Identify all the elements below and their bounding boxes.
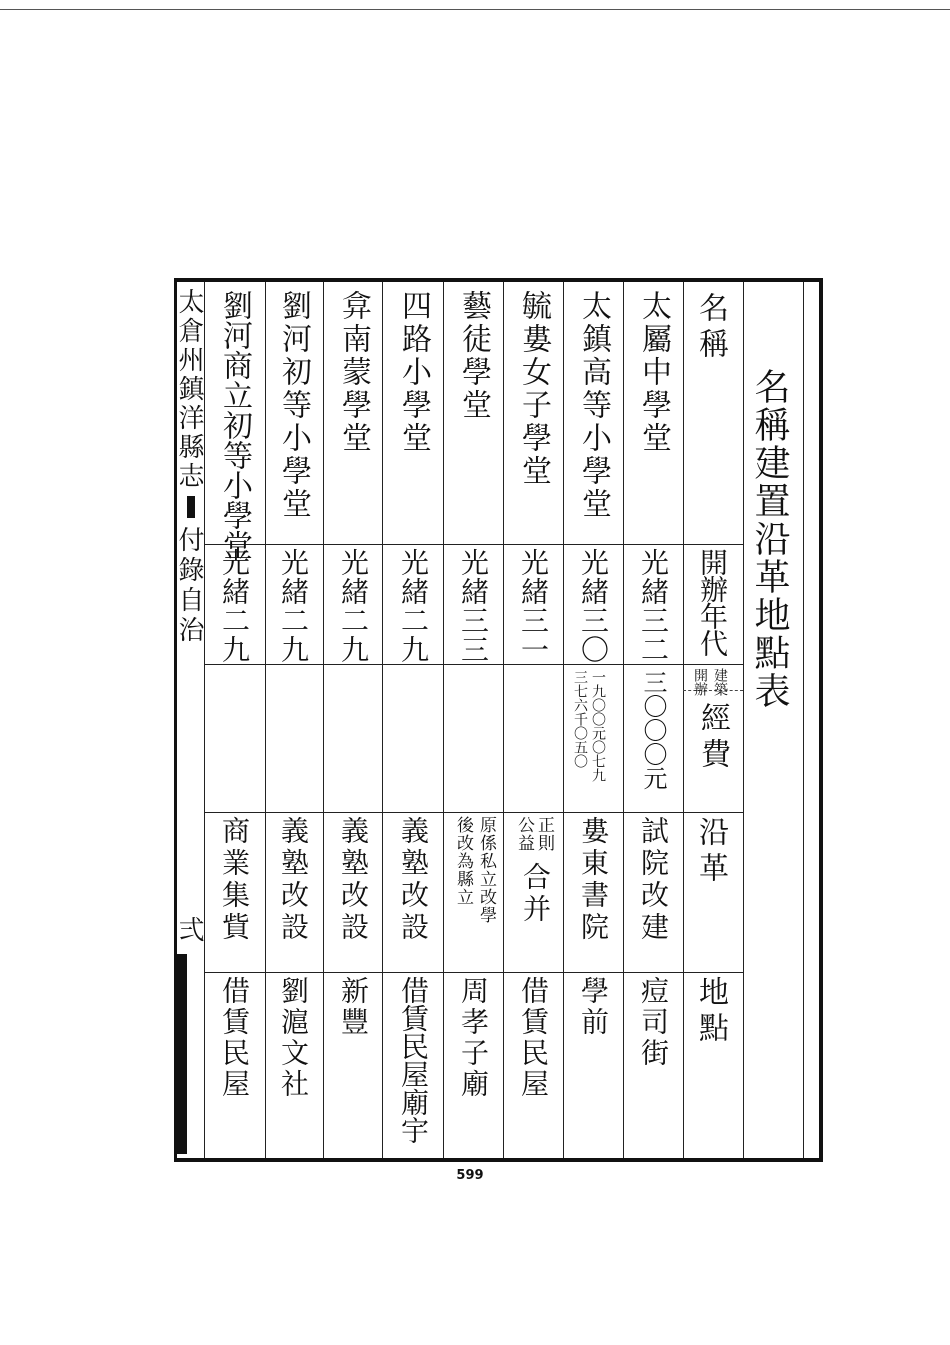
- header-fund: 經費: [695, 702, 730, 774]
- row-name: 太屬中學堂: [636, 290, 671, 455]
- row-evolution: 義塾改設: [397, 816, 430, 944]
- row-year: 光緒三一: [517, 548, 550, 664]
- column-divider: [443, 282, 444, 1158]
- row-year: 光緒三三: [457, 548, 490, 664]
- row-evolution: 合并: [519, 862, 552, 926]
- margin-section: 付錄自治: [174, 526, 204, 646]
- row-divider: [204, 812, 743, 813]
- column-divider: [265, 282, 266, 1158]
- column-divider: [623, 282, 624, 1158]
- column-divider: [683, 282, 684, 1158]
- margin-mark: 弍: [174, 916, 204, 946]
- column-divider: [204, 282, 205, 1158]
- row-location: 借賃民屋: [218, 976, 251, 1100]
- row-evolution: 義塾改設: [277, 816, 310, 944]
- header-name: 名稱: [693, 292, 728, 364]
- column-divider: [503, 282, 504, 1158]
- row-fund-b: 三七六千〇五〇: [572, 670, 588, 768]
- row-name: 四路小學堂: [396, 290, 431, 455]
- row-location: 劉滬文社: [277, 976, 310, 1100]
- row-year: 光緒二九: [397, 548, 430, 664]
- header-location: 地點: [693, 976, 728, 1048]
- row-year: 光緒三〇: [577, 548, 610, 664]
- row-name: 太鎮高等小學堂: [576, 290, 611, 521]
- row-location: 周孝子廟: [457, 976, 490, 1100]
- top-rule: [0, 9, 950, 10]
- row-evolution: 試院改建: [637, 816, 670, 944]
- row-name: 毓婁女子學堂: [516, 290, 551, 488]
- page-title: 名稱建置沿革地點表: [749, 368, 790, 710]
- row-location: 學前: [577, 976, 610, 1038]
- row-location: 借賃民屋廟宇: [397, 976, 430, 1144]
- row-name: 劉河商立初等小學堂: [217, 290, 252, 560]
- row-location: 痘司街: [637, 976, 670, 1069]
- row-fund-a: 一九〇〇元〇七九: [590, 670, 606, 782]
- column-divider: [382, 282, 383, 1158]
- header-fund-top: 建築: [712, 668, 728, 696]
- row-evolution-note: 正則: [534, 816, 554, 852]
- row-evolution-note2: 公益: [514, 816, 534, 852]
- row-divider: [204, 972, 743, 973]
- column-divider: [563, 282, 564, 1158]
- header-fund-top2: 開辦: [692, 668, 708, 696]
- row-name: 弇南蒙學堂: [336, 290, 371, 455]
- column-divider: [743, 282, 744, 1158]
- row-divider: [204, 544, 743, 545]
- row-name: 藝徒學堂: [456, 290, 491, 422]
- row-year: 光緒三二: [637, 548, 670, 664]
- page-number: 599: [456, 1168, 484, 1183]
- row-evolution-note: 原係私立改學: [476, 816, 496, 924]
- row-fund: 三〇〇〇元: [639, 670, 667, 790]
- row-evolution: 婁東書院: [577, 816, 610, 944]
- row-location: 借賃民屋: [517, 976, 550, 1100]
- row-location: 新豐: [337, 976, 370, 1038]
- row-evolution: 商業集貲: [218, 816, 251, 944]
- margin-block-mark: [187, 496, 195, 518]
- row-divider: [204, 664, 743, 665]
- column-divider: [803, 282, 804, 1158]
- row-evolution: 義塾改設: [337, 816, 370, 944]
- header-year: 開辦年代: [696, 548, 729, 656]
- header-evolution: 沿革: [693, 816, 728, 888]
- table-frame: [174, 278, 823, 1162]
- row-year: 光緒二九: [277, 548, 310, 664]
- row-evolution-note2: 後改為縣立: [453, 816, 473, 906]
- row-name: 劉河初等小學堂: [276, 290, 311, 521]
- margin-bar: [177, 954, 187, 1154]
- margin-book-title: 太倉州鎮洋縣志: [174, 288, 204, 491]
- column-divider: [323, 282, 324, 1158]
- row-year: 光緒二九: [337, 548, 370, 664]
- row-year: 光緒二九: [218, 548, 251, 664]
